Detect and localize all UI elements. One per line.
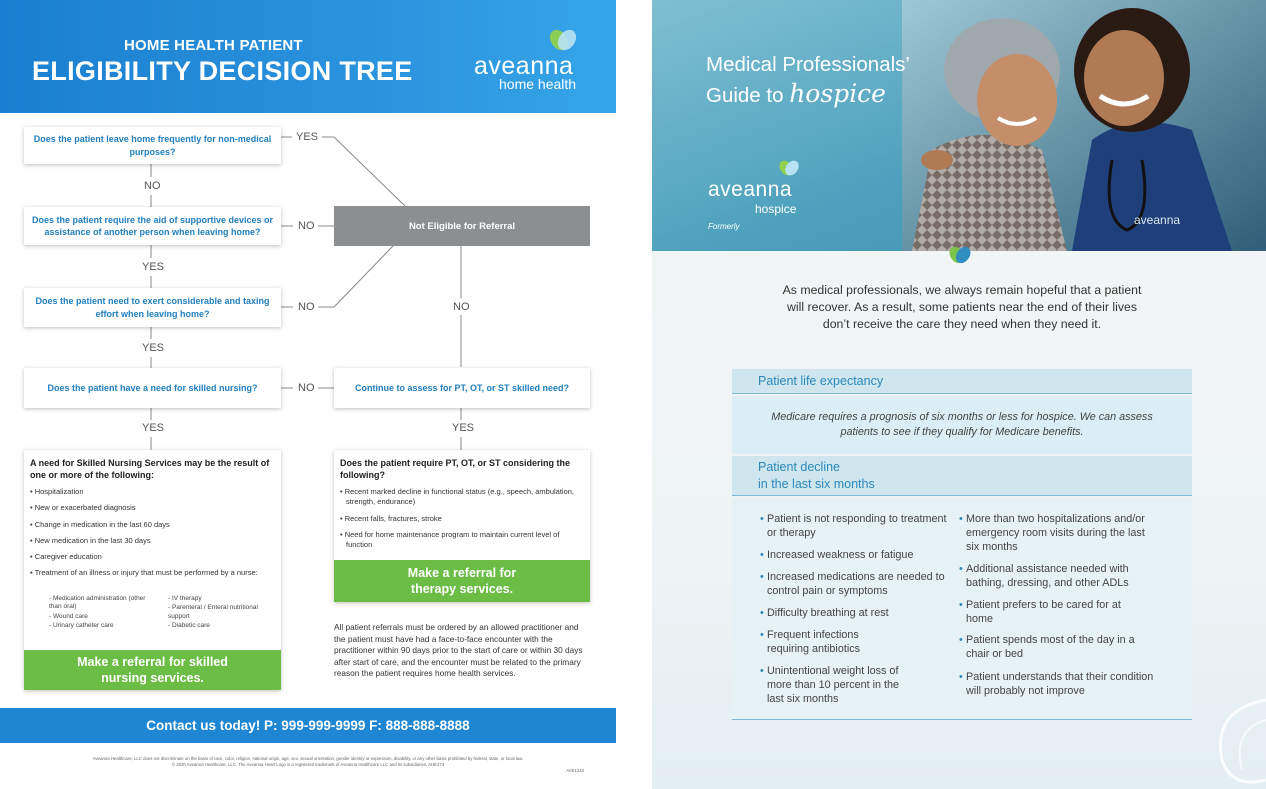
decline-item: • Increased medications are needed to control pain or symptoms	[767, 570, 952, 598]
list-item: - Medication administration (other than oral)	[49, 595, 146, 611]
label-no: NO	[298, 220, 315, 232]
nursing-sublist-right	[168, 595, 273, 632]
label-no: NO	[144, 180, 161, 192]
label-no: NO	[298, 382, 315, 394]
decline-item: • Frequent infections requiring antibiotics	[767, 628, 897, 656]
decline-item: • Additional assistance needed with bathing, dressing, and other ADLs	[966, 562, 1156, 590]
list-item: - IV therapy	[168, 595, 202, 602]
list-item: - Wound care	[49, 612, 88, 620]
list-item: • Change in medication in the last 60 days	[30, 519, 170, 529]
label-no: NO	[298, 301, 315, 313]
decline-item: • Patient understands that their condition will probably not improve	[966, 670, 1166, 698]
logo-word: aveanna	[474, 52, 574, 80]
therapy-heading: Does the patient require PT, OT, or ST considering the following?	[340, 458, 571, 481]
medicare-text: Medicare requires a prognosis of six months or less for hospice. We can assess patients to see if they qualify for Medicare benefits.	[771, 411, 1153, 439]
section-life-expectancy: Patient life expectancy	[732, 369, 1192, 394]
eligibility-flyer	[0, 0, 616, 789]
question-taxing-effort: Does the patient need to exert considerable and taxing effort when leaving home?	[24, 288, 281, 327]
nursing-heading: A need for Skilled Nursing Services may be the result of one or more of the following:	[30, 458, 270, 481]
label-yes: YES	[142, 342, 165, 354]
title-line2: Guide to	[706, 84, 784, 108]
list-item: • Hospitalization	[30, 487, 84, 497]
section-line: in the last six months	[758, 476, 875, 491]
decline-item: • Difficulty breathing at rest	[767, 606, 947, 620]
fine-print-line: © 2020 Aveanna Healthcare, LLC. The Aveanna Heart Logo is a registered trademark of Aveanna Healthcare LLC and its subsidiaries. AHE174	[171, 761, 445, 767]
list-item: • Caregiver education	[30, 551, 102, 561]
formerly-label: Formerly	[708, 222, 740, 231]
list-item: • Need for home maintenance program to maintain current level of function	[340, 529, 560, 549]
title-script: hospice	[789, 79, 886, 109]
intro-text: As medical professionals, we always remain hopeful that a patient will recover. As a result, some patients near the end of their lives don’t receive the care they need when they need it.	[782, 283, 1142, 332]
nursing-sublist-left	[49, 595, 159, 632]
therapy-list	[340, 487, 584, 550]
list-item: - Parenteral / Enteral nutritional support	[168, 604, 258, 620]
question-skilled-nursing: Does the patient have a need for skilled nursing?	[24, 368, 281, 408]
list-item: • Recent marked decline in functional status (e.g., speech, ambulation, strength, endurance)	[340, 487, 575, 507]
decline-item: • Patient spends most of the day in a chair or bed	[966, 633, 1146, 661]
hospice-logo-sub: hospice	[755, 202, 797, 216]
decorative-swirl	[1192, 680, 1266, 789]
hospice-title	[706, 52, 910, 110]
skilled-nursing-referral-button[interactable]: Make a referral for skilled nursing services.	[24, 650, 281, 690]
section-line: Patient decline	[758, 460, 841, 475]
logo-sub: home health	[499, 76, 577, 92]
decline-item: • Increased weakness or fatigue	[767, 548, 947, 562]
hospice-logo-word: aveanna	[708, 178, 793, 201]
label-yes: YES	[452, 422, 475, 434]
list-item: - Diabetic care	[168, 622, 210, 630]
nursing-list	[30, 487, 275, 578]
fine-print	[20, 756, 596, 767]
label-yes: YES	[142, 422, 165, 434]
document-code: AVE1234	[566, 768, 584, 773]
referral-note: All patient referrals must be ordered by an allowed practitioner and the patient must have had a face-to-face encounter with the practitioner within 90 days prior to the start of care or within 30 days after start of care, and the encounter must be related to the primary reason the patient requires home health services.	[334, 622, 583, 679]
label-yes: YES	[296, 131, 319, 143]
decline-item: • Patient is not responding to treatment or therapy	[767, 512, 947, 540]
scrub-logo: aveanna	[1134, 213, 1181, 227]
question-leave-home: Does the patient leave home frequently for non-medical purposes?	[24, 127, 281, 164]
list-item: • Treatment of an illness or injury that must be performed by a nurse:	[30, 567, 258, 577]
patient-nurse-photo	[902, 0, 1266, 251]
question-supportive-devices: Does the patient require the aid of supportive devices or assistance of another person when leaving home?	[24, 207, 281, 245]
fine-print-line: Aveanna Healthcare, LLC does not discriminate on the basis of race, color, religion, national origin, age, sex, sexual orientation, gender identity or expression, disability, or any other basis prohibited by federal, state, or local law.	[92, 756, 524, 761]
list-item: - Urinary catheter care	[49, 622, 114, 630]
hospice-header	[652, 0, 1266, 251]
not-eligible-box: Not Eligible for Referral	[334, 206, 590, 246]
section-patient-decline	[732, 456, 1192, 496]
label-yes: YES	[142, 261, 165, 273]
list-item: • New medication in the last 30 days	[30, 535, 151, 545]
contact-bar: Contact us today! P: 999-999-9999 F: 888-888-8888	[0, 708, 616, 743]
aveanna-heart-logo-icon	[948, 244, 972, 266]
list-item: • New or exacerbated diagnosis	[30, 503, 136, 513]
label-no: NO	[453, 301, 470, 313]
header-subtitle: HOME HEALTH PATIENT	[124, 37, 303, 54]
title-line1: Medical Professionals’	[706, 53, 910, 76]
list-item: • Recent falls, fractures, stroke	[340, 513, 442, 523]
header-title: ELIGIBILITY DECISION TREE	[32, 56, 413, 86]
hospice-guide	[652, 0, 1266, 789]
aveanna-heart-logo-icon	[778, 158, 800, 178]
decline-item: • Patient prefers to be cared for at home	[966, 598, 1126, 626]
decline-item: • More than two hospitalizations and/or emergency room visits during the last six months	[966, 512, 1151, 554]
therapy-referral-button[interactable]: Make a referral for therapy services.	[334, 560, 590, 602]
continue-assess-box: Continue to assess for PT, OT, or ST skilled need?	[334, 368, 590, 408]
decline-item: • Unintentional weight loss of more than 10 percent in the last six months	[767, 664, 917, 706]
